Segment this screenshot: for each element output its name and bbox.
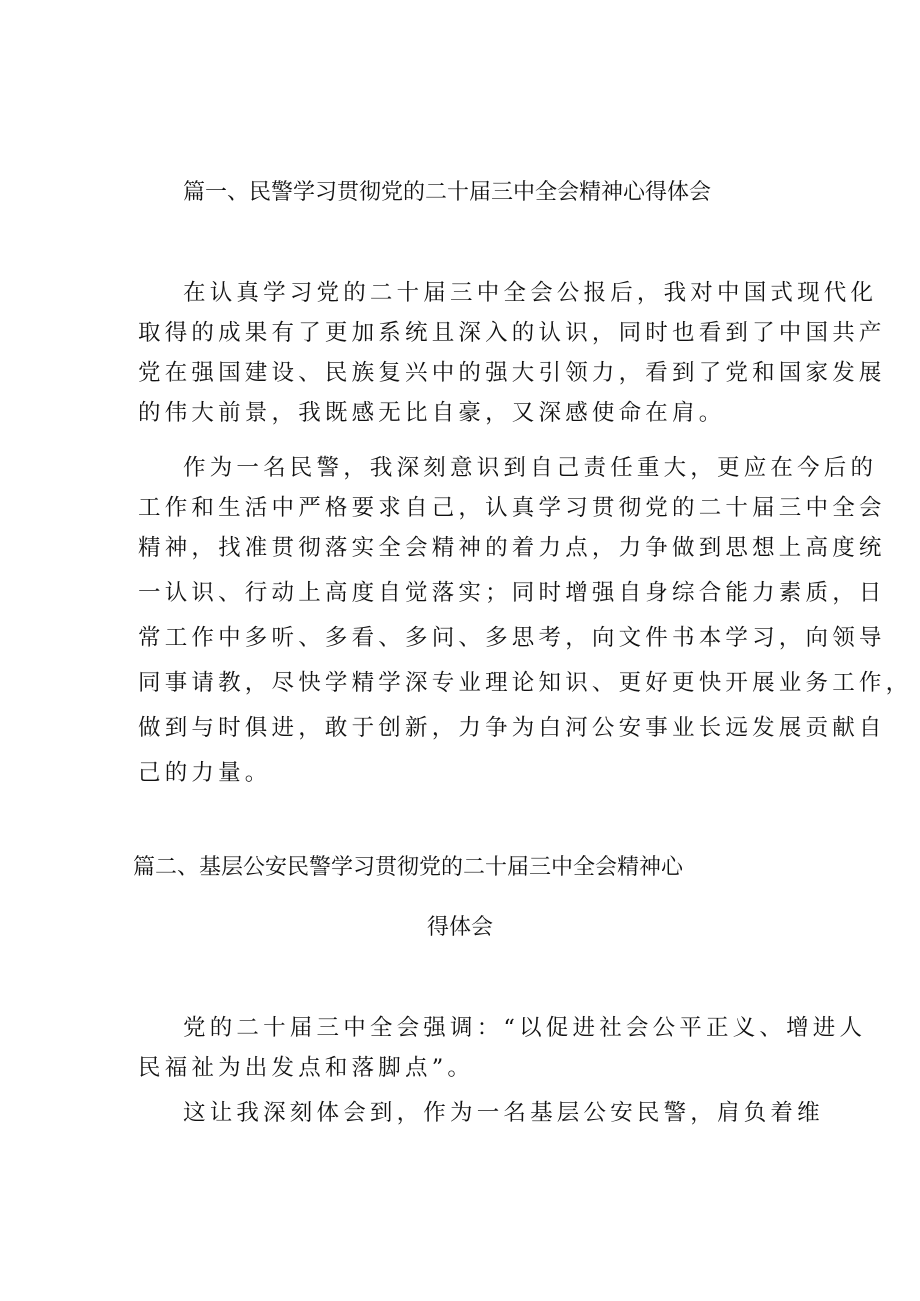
section1-title: 篇一、民警学习贯彻党的二十届三中全会精神心得体会 bbox=[183, 180, 712, 205]
section1-paragraph1-line1: 在认真学习党的二十届三中全会公报后，我对中国式现代化 bbox=[183, 280, 878, 306]
section1-paragraph2-line3: 精神，找准贯彻落实全会精神的着力点，力争做到思想上高度统 bbox=[138, 535, 886, 561]
section2-title-line1: 篇二、基层公安民警学习贯彻党的二十届三中全会精神心 bbox=[133, 855, 684, 880]
section1-paragraph1-line2: 取得的成果有了更加系统且深入的认识，同时也看到了中国共产 bbox=[138, 320, 886, 346]
section1-paragraph2-line8: 己的力量。 bbox=[138, 760, 272, 786]
section1-paragraph2-line6: 同事请教，尽快学精学深专业理论知识、更好更快开展业务工作， bbox=[138, 670, 913, 696]
section2-title-line2: 得体会 bbox=[427, 915, 494, 940]
section1-paragraph2-line1: 作为一名民警，我深刻意识到自己责任重大，更应在今后的 bbox=[183, 455, 878, 481]
section1-paragraph2-line4: 一认识、行动上高度自觉落实；同时增强自身综合能力素质，日 bbox=[138, 580, 886, 606]
section2-paragraph1-line1: 党的二十届三中全会强调：“以促进社会公平正义、增进人 bbox=[183, 1015, 867, 1041]
section1-paragraph1-line3: 党在强国建设、民族复兴中的强大引领力，看到了党和国家发展 bbox=[138, 360, 886, 386]
section1-paragraph2-line7: 做到与时俱进，敢于创新，力争为白河公安事业长远发展贡献自 bbox=[138, 715, 886, 741]
section2-paragraph2-line1: 这让我深刻体会到，作为一名基层公安民警，肩负着维 bbox=[183, 1100, 824, 1126]
section1-paragraph2-line5: 常工作中多听、多看、多问、多思考，向文件书本学习，向领导 bbox=[138, 625, 886, 651]
section1-paragraph1-line4: 的伟大前景，我既感无比自豪，又深感使命在肩。 bbox=[138, 400, 726, 426]
section2-paragraph1-line2: 民福祉为出发点和落脚点”。 bbox=[138, 1055, 475, 1081]
section1-paragraph2-line2: 工作和生活中严格要求自己，认真学习贯彻党的二十届三中全会 bbox=[138, 495, 886, 521]
